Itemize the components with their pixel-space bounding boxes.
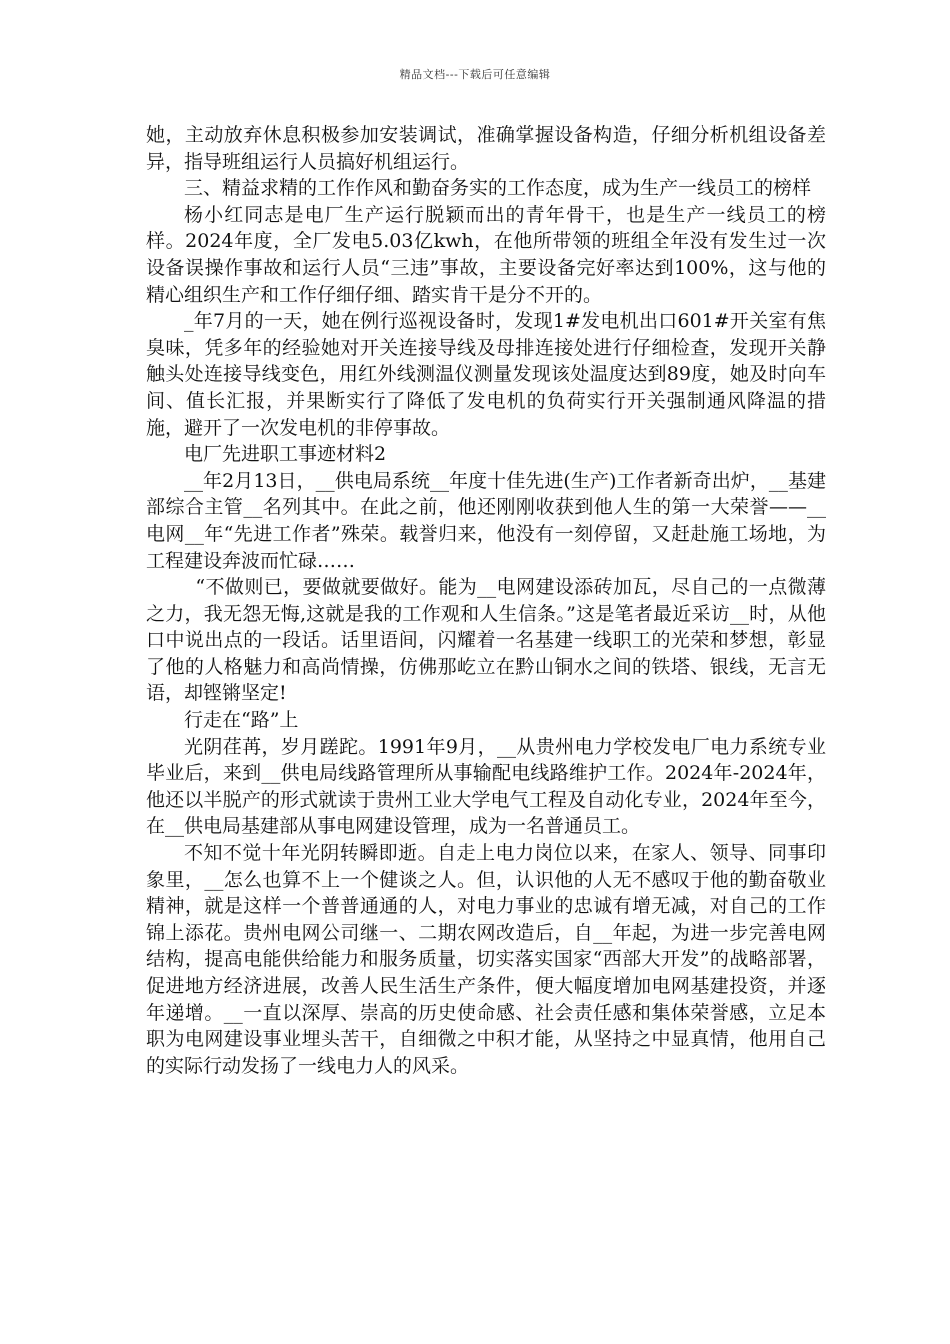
- section-heading: 三、精益求精的工作作风和勤奋务实的工作态度，成为生产一线员工的榜样: [184, 177, 812, 200]
- section-title: 电厂先进职工事迹材料2: [184, 443, 387, 466]
- paragraph: _年7月的一天，她在例行巡视设备时，发现1#发电机出口601#开关室有焦臭味，凭多年的经验她对开关连接导线及母排连接处进行仔细检查，发现开关静触头处连接导线变色，用红外线测温仪测量发现该处温度达到89度，她及时向车间、值长汇报，并果断实行了降低了发电机的负荷实行开关强制通风降温的措施，避开了一次发电机的非停事故。: [146, 310, 826, 439]
- paragraph: 她，主动放弃休息积极参加安装调试，准确掌握设备构造，仔细分析机组设备差异，指导班组运行人员搞好机组运行。: [146, 124, 826, 173]
- paragraph: 不知不觉十年光阴转瞬即逝。自走上电力岗位以来，在家人、领导、同事印象里，__怎么也算不上一个健谈之人。但，认识他的人无不感叹于他的勤奋敬业精神，就是这样一个普普通通的人，对电力事业的忠诚有增无减，对自己的工作锦上添花。贵州电网公司继一、二期农网改造后，自__年起，为进一步完善电网结构，提高电能供给能力和服务质量，切实落实国家“西部大开发”的战略部署，促进地方经济进展，改善人民生活生产条件，便大幅度增加电网基建投资，并逐年递增。__一直以深厚、崇高的历史使命感、社会责任感和集体荣誉感，立足本职为电网建设事业埋头苦干，自细微之中积才能，从坚持之中显真情，他用自己的实际行动发扬了一线电力人的风采。: [146, 842, 826, 1077]
- page-header: 精品文档---下载后可任意编辑: [399, 68, 551, 81]
- paragraph: 杨小红同志是电厂生产运行脱颖而出的青年骨干，也是生产一线员工的榜样。2024年度，全厂发电5.03亿kwh，在他所带领的班组全年没有发生过一次设备误操作事故和运行人员“三违”事故，主要设备完好率达到100%，这与他的精心组织生产和工作仔细仔细、踏实肯干是分不开的。: [146, 203, 826, 306]
- paragraph: __年2月13日，__供电局系统__年度十佳先进(生产)工作者新奇出炉，__基建部综合主管__名列其中。在此之前，他还刚刚收获到他人生的第一大荣誉——__电网__年“先进工作者”殊荣。载誉归来，他没有一刻停留，又赶赴施工场地，为工程建设奔波而忙碌……: [146, 469, 826, 572]
- section-heading: 行走在“路”上: [184, 709, 299, 732]
- paragraph: 光阴荏苒，岁月蹉跎。1991年9月，__从贵州电力学校发电厂电力系统专业毕业后，来到__供电局线路管理所从事输配电线路维护工作。2024年-2024年，他还以半脱产的形式就读于贵州工业大学电气工程及自动化专业，2024年至今，在__供电局基建部从事电网建设管理，成为一名普通员工。: [146, 735, 826, 838]
- quote-paragraph: “不做则已，要做就要做好。能为__电网建设添砖加瓦，尽自己的一点微薄之力，我无怨无悔,这就是我的工作观和人生信条。”这是笔者最近采访__时，从他口中说出点的一段话。话里语间，闪耀着一名基建一线职工的光荣和梦想，彰显了他的人格魅力和高尚情操，仿佛那屹立在黔山铜水之间的铁塔、银线，无言无语，却铿锵坚定!: [146, 576, 826, 705]
- document-body: [146, 122, 826, 1079]
